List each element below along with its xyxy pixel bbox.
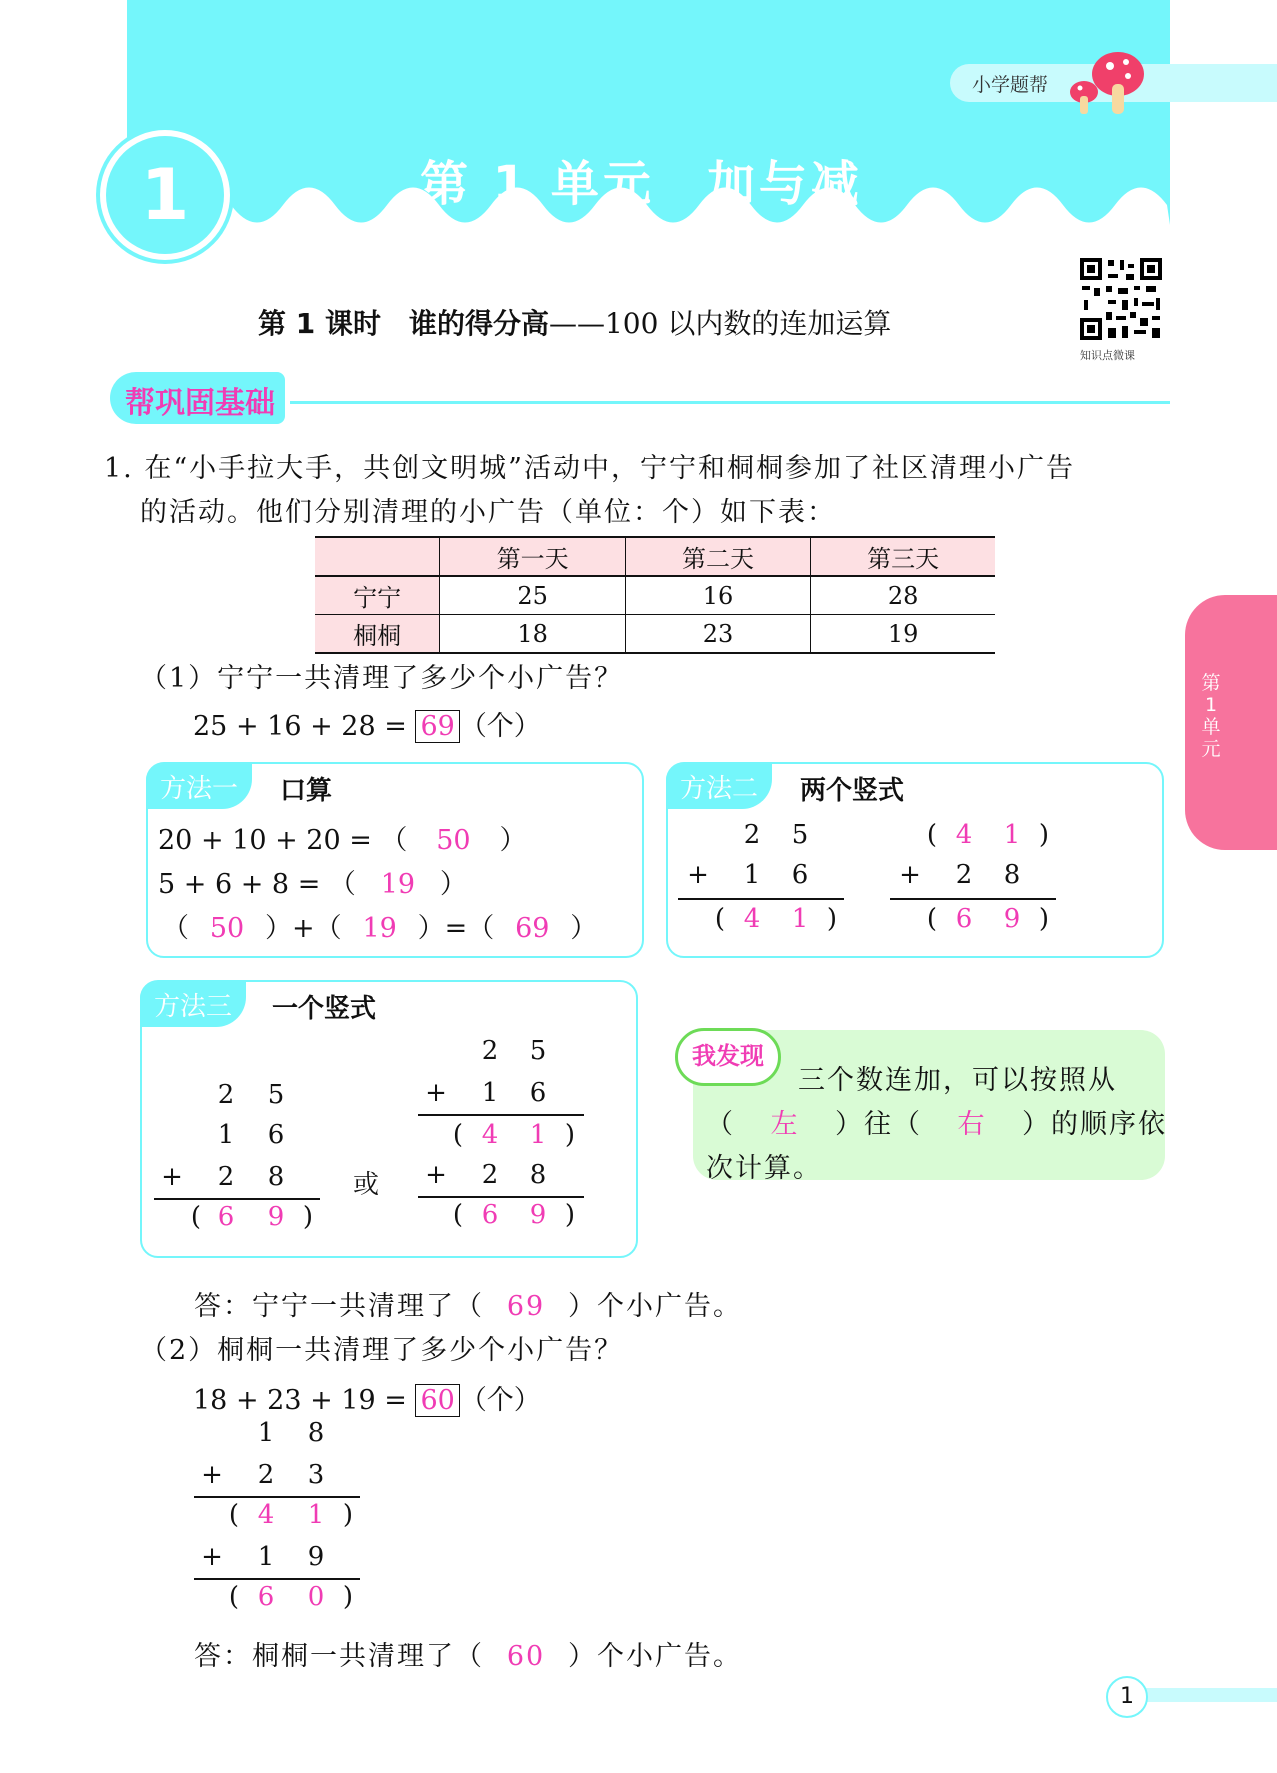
method1-close2: ） xyxy=(439,869,467,900)
method1-expr2: 5 + 6 + 8 = （ xyxy=(158,869,356,900)
question-text-line1: 1. 在“小手拉大手，共创文明城”活动中，宁宁和桐桐参加了社区清理小广告 xyxy=(104,453,1075,484)
table-cell: 18 xyxy=(440,615,625,654)
table-header-cell: 第三天 xyxy=(811,537,995,576)
method2-tab: 方法二 xyxy=(666,764,772,809)
digit: 6 xyxy=(267,1120,285,1150)
lesson-subtitle: ——100 以内数的连加运算 xyxy=(548,307,892,340)
answer-value: 60 xyxy=(506,1641,546,1672)
page-number: 1 xyxy=(1106,1676,1148,1718)
table-cell: 23 xyxy=(625,615,810,654)
digit-answer: 1 xyxy=(307,1500,325,1530)
digit: 8 xyxy=(267,1162,285,1192)
section-divider xyxy=(290,401,1170,404)
digit: 1 xyxy=(257,1418,275,1448)
table-row xyxy=(315,576,995,615)
method1-tab: 方法一 xyxy=(146,764,252,809)
digit-answer: 1 xyxy=(529,1120,547,1150)
digit-answer: 4 xyxy=(955,820,973,850)
calc-rule xyxy=(890,898,1056,900)
digit: 2 xyxy=(743,820,761,850)
digit-answer: 1 xyxy=(1003,820,1021,850)
method3-tab: 方法三 xyxy=(140,982,246,1027)
digit: 1 xyxy=(257,1542,275,1572)
digit-answer: 6 xyxy=(257,1582,275,1612)
calc-rule xyxy=(154,1198,320,1200)
digit-answer: 9 xyxy=(267,1202,285,1232)
digit: 2 xyxy=(217,1080,235,1110)
digit: 8 xyxy=(307,1418,325,1448)
calc-rule xyxy=(418,1114,584,1116)
discovery-line3: 次计算。 xyxy=(706,1153,822,1184)
method2-label: 两个竖式 xyxy=(800,776,905,806)
digit: 5 xyxy=(267,1080,285,1110)
unit-number: 1 xyxy=(140,154,190,236)
part1-answer-box: 69 xyxy=(415,710,459,743)
answer-pre: 答：宁宁一共清理了（ xyxy=(194,1291,484,1322)
method1-close1: ） xyxy=(499,825,527,856)
digit-answer: 6 xyxy=(955,904,973,934)
part1-question: （1）宁宁一共清理了多少个小广告？ xyxy=(140,663,624,694)
table-cell: 25 xyxy=(440,576,625,615)
table-header-cell xyxy=(315,537,440,576)
data-table xyxy=(315,536,995,654)
digit-answer: 1 xyxy=(791,904,809,934)
part2-unit: （个） xyxy=(459,1385,541,1416)
method1-ans3c: 69 xyxy=(515,913,550,944)
method1-line1 xyxy=(158,818,526,857)
digit-answer: 4 xyxy=(481,1120,499,1150)
discovery-end: ）的顺序依 xyxy=(1022,1109,1167,1140)
discovery-line2 xyxy=(706,1102,1167,1141)
digit: 1 xyxy=(217,1120,235,1150)
digit: 5 xyxy=(529,1036,547,1066)
digit-answer: 9 xyxy=(1003,904,1021,934)
table-row xyxy=(315,615,995,654)
method1-expr1: 20 + 10 + 20 = （ xyxy=(158,825,408,856)
digit-answer: 9 xyxy=(529,1200,547,1230)
calc-rule xyxy=(194,1496,360,1498)
side-tab-label: 第1单元 xyxy=(1201,672,1221,760)
method1-ans2: 19 xyxy=(380,869,416,900)
digit-answer: 0 xyxy=(307,1582,325,1612)
table-header-cell: 第二天 xyxy=(625,537,810,576)
table-header-cell: 第一天 xyxy=(440,537,625,576)
digit: 1 xyxy=(481,1078,499,1108)
table-header-row xyxy=(315,537,995,576)
calc-rule xyxy=(194,1578,360,1580)
part2-equation-line xyxy=(193,1378,541,1417)
part1-equation: 25 + 16 + 28 = xyxy=(193,711,407,742)
digit-answer: 4 xyxy=(743,904,761,934)
discovery-line1: 三个数连加，可以按照从 xyxy=(798,1065,1117,1096)
table-row-name: 宁宁 xyxy=(315,576,440,615)
table-cell: 28 xyxy=(811,576,995,615)
part2-answer-line xyxy=(194,1634,742,1673)
digit: 8 xyxy=(1003,860,1021,890)
discovery-paren: （ xyxy=(706,1109,735,1140)
calc-rule xyxy=(678,898,844,900)
digit: 2 xyxy=(257,1460,275,1490)
section-label: 帮巩固基础 xyxy=(125,386,275,421)
table-cell: 16 xyxy=(625,576,810,615)
discovery-ans-left: 左 xyxy=(770,1109,800,1140)
digit-answer: 6 xyxy=(481,1200,499,1230)
brand-name: 小学题帮 xyxy=(972,74,1049,96)
digit: 9 xyxy=(307,1542,325,1572)
digit: 8 xyxy=(529,1160,547,1190)
method1-ans3a: 50 xyxy=(209,913,245,944)
digit: 5 xyxy=(791,820,809,850)
part1-equation-line xyxy=(193,704,541,743)
table-row-name: 桐桐 xyxy=(315,615,440,654)
digit: 2 xyxy=(481,1036,499,1066)
discovery-ans-right: 右 xyxy=(957,1109,987,1140)
qr-caption: 知识点微课 xyxy=(1080,349,1135,362)
part2-answer-box: 60 xyxy=(415,1384,459,1417)
answer-value: 69 xyxy=(506,1291,546,1322)
digit: 2 xyxy=(217,1162,235,1192)
answer-post: ）个小广告。 xyxy=(568,1641,742,1672)
lesson-title-main: 第 1 课时 谁的得分高 xyxy=(258,307,549,340)
part1-answer-line xyxy=(194,1284,742,1323)
digit: 3 xyxy=(307,1460,325,1490)
discovery-mid: ）往（ xyxy=(835,1109,922,1140)
digit: 1 xyxy=(743,860,761,890)
qr-code-icon[interactable] xyxy=(1078,256,1164,342)
method1-label: 口算 xyxy=(280,776,333,806)
calc-rule xyxy=(418,1196,584,1198)
answer-post: ）个小广告。 xyxy=(568,1291,742,1322)
digit-answer: 4 xyxy=(257,1500,275,1530)
part2-question: （2）桐桐一共清理了多少个小广告？ xyxy=(140,1335,624,1366)
digit: 6 xyxy=(791,860,809,890)
method1-line3: （ 50 ）+（ 19 ）=（ 69 ） xyxy=(162,913,598,944)
page-strip xyxy=(1144,1688,1277,1702)
method1-ans3b: 19 xyxy=(362,913,397,944)
lesson-title xyxy=(258,302,891,342)
digit: 2 xyxy=(955,860,973,890)
mushroom-icon xyxy=(1068,48,1148,118)
unit-title: 第 1 单元 加与减 xyxy=(420,156,863,212)
answer-pre: 答：桐桐一共清理了（ xyxy=(194,1641,484,1672)
table-cell: 19 xyxy=(811,615,995,654)
method1-ans1: 50 xyxy=(436,825,471,856)
method1-line2 xyxy=(158,862,467,901)
discovery-tag: 我发现 xyxy=(675,1028,781,1086)
part2-equation: 18 + 23 + 19 = xyxy=(193,1385,407,1416)
method3-label: 一个竖式 xyxy=(272,994,377,1024)
question-text-line2: 的活动。他们分别清理的小广告（单位：个）如下表： xyxy=(140,497,836,528)
or-label: 或 xyxy=(352,1170,379,1200)
digit-answer: 6 xyxy=(217,1202,235,1232)
part1-unit: （个） xyxy=(459,711,541,742)
digit: 6 xyxy=(529,1078,547,1108)
digit: 2 xyxy=(481,1160,499,1190)
